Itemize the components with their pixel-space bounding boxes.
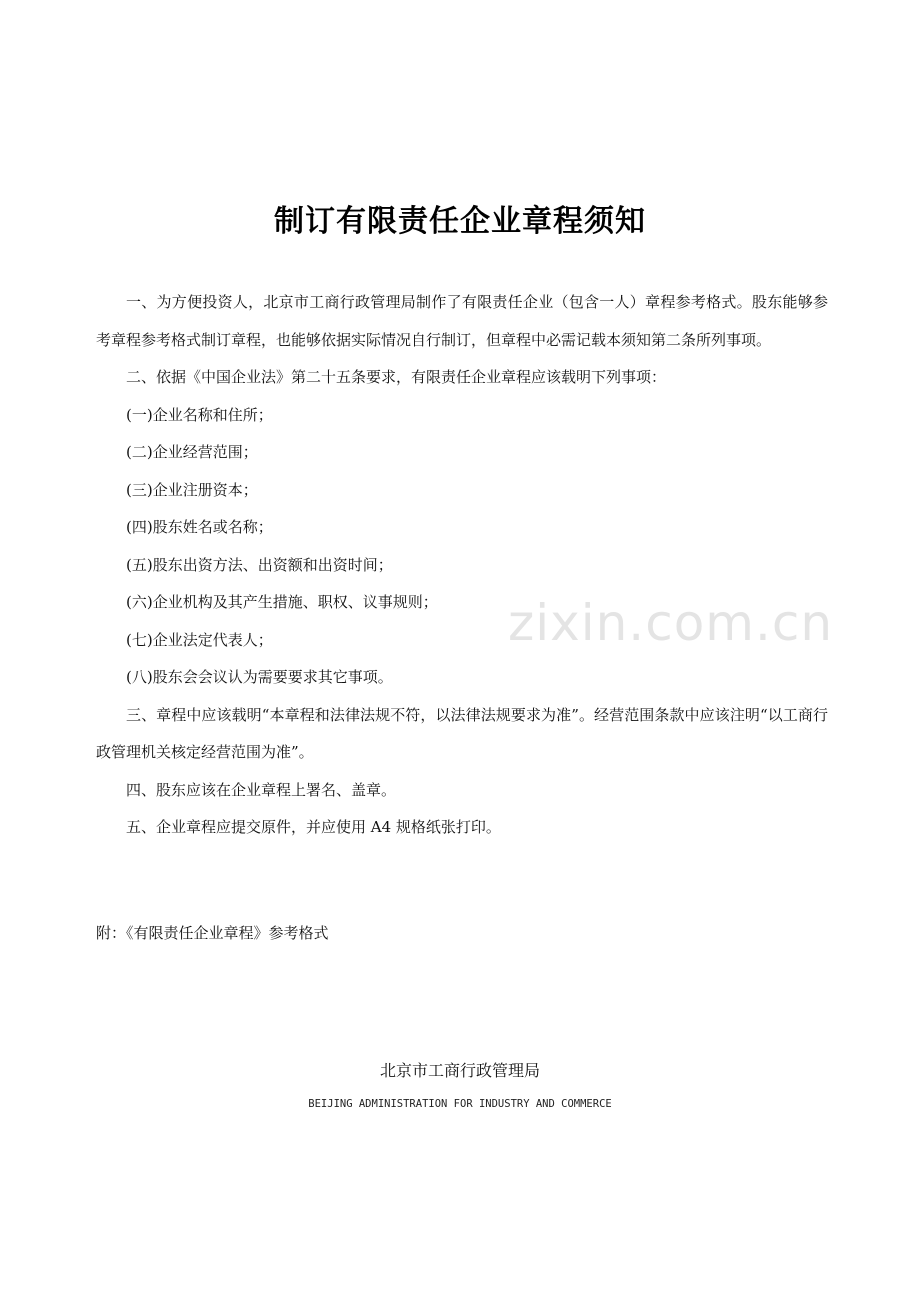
issuer-name-english: BEIJING ADMINISTRATION FOR INDUSTRY AND COMMERCE <box>308 1098 612 1110</box>
list-item: (二)企业经营范围； <box>126 443 258 461</box>
issuer-name: 北京市工商行政管理局 <box>379 1061 540 1080</box>
paragraph-5: 五、企业章程应提交原件，并应使用 A4 规格纸张打印。 <box>126 818 501 836</box>
list-item: (一)企业名称和住所； <box>126 405 273 424</box>
document-body <box>96 284 828 847</box>
watermark: zixin.com.cn <box>508 594 834 652</box>
appendix-note: 附：《有限责任企业章程》参考格式 <box>96 924 329 942</box>
paragraph-4: 四、股东应该在企业章程上署名、盖章。 <box>126 780 397 799</box>
list-item: (五)股东出资方法、出资额和出资时间； <box>126 555 393 574</box>
paragraph-3: 三、章程中应该载明“本章程和法律法规不符，以法律法规要求为准”。经营范围条款中应该注明“以工商行政管理机关核定经营范围为准”。 <box>96 705 828 761</box>
list-item: (四)股东姓名或名称； <box>126 518 273 536</box>
list-item: (三)企业注册资本； <box>126 480 258 499</box>
paragraph-1: 一、为方便投资人，北京市工商行政管理局制作了有限责任企业（包含一人）章程参考格式。股东能够参考章程参考格式制订章程，也能够依据实际情况自行制订，但章程中必需记载本须知第二条所列事项。 <box>96 293 828 349</box>
paragraph-2: 二、依据《中国企业法》第二十五条要求，有限责任企业章程应该载明下列事项： <box>126 368 667 386</box>
list-item: (七)企业法定代表人； <box>126 630 273 649</box>
list-item: (六)企业机构及其产生措施、职权、议事规则； <box>126 593 438 611</box>
list-item: (八)股东会会议认为需要要求其它事项。 <box>126 668 393 686</box>
document-title: 制订有限责任企业章程须知 <box>274 204 646 239</box>
